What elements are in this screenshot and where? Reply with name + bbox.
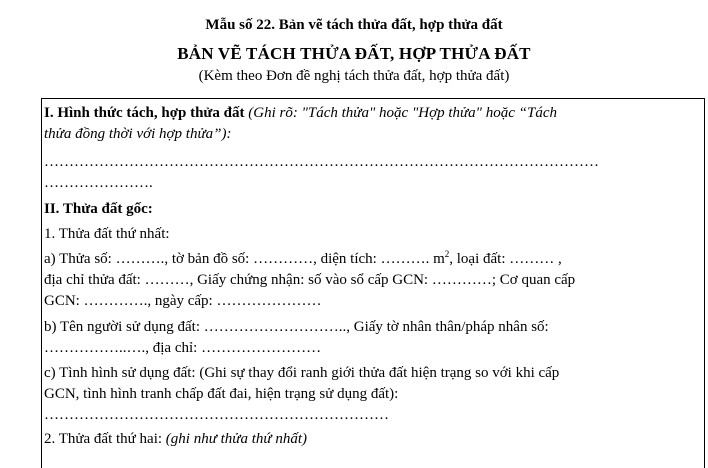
parcel1-b-line2: ……………..…., địa chỉ: …………………… xyxy=(44,340,322,356)
parcel2-line xyxy=(44,430,307,448)
section1-note: (Ghi rõ: "Tách thửa" hoặc "Hợp thửa" hoặc “Tách xyxy=(244,105,557,121)
section2-heading: II. Thửa đất gốc: xyxy=(44,201,153,217)
unit-superscript: 2 xyxy=(444,249,450,259)
parcel2-note: (ghi như thửa thứ nhất) xyxy=(165,431,308,447)
parcel1-a-line2: địa chỉ thửa đất: ………, Giấy chứng nhận: số vào sổ cấp GCN: …………; Cơ quan cấp xyxy=(44,272,576,288)
document-subtitle: (Kèm theo Đơn đề nghị tách thửa đất, hợp thửa đất) xyxy=(198,68,510,84)
section1-line1 xyxy=(44,104,557,122)
parcel2-heading: 2. Thửa đất thứ hai: xyxy=(44,431,166,447)
parcel1-b-line1: b) Tên người sử dụng đất: ……………………….., Giấy tờ nhân thân/pháp nhân số: xyxy=(44,319,549,335)
section1-dots-line1[interactable]: ………………………………………………………………………………………………… xyxy=(44,154,599,170)
section1-note-line2: thửa đồng thời với hợp thửa”): xyxy=(44,126,232,142)
form-number: Mẫu số 22. Bản vẽ tách thửa đất, hợp thửa đất xyxy=(205,17,503,33)
parcel1-a-line3: GCN: …………., ngày cấp: ………………… xyxy=(44,293,322,309)
parcel1-c-line2: GCN, tình hình tranh chấp đất đai, hiện trạng sử dụng đất): xyxy=(44,386,399,402)
section1-heading: I. Hình thức tách, hợp thửa đất xyxy=(44,105,245,121)
parcel1-a-text: a) Thửa số: ………., tờ bản đồ số: …………, diện tích: ………. m xyxy=(44,251,445,267)
parcel1-a-line1 xyxy=(44,250,562,268)
section1-dots-line2[interactable]: …………………. xyxy=(44,175,153,191)
parcel1-c-line1: c) Tình hình sử dụng đất: (Ghi sự thay đổi ranh giới thửa đất hiện trạng so với khi cấp xyxy=(44,365,560,381)
parcel1-a-text-end: , loại đất: ……… , xyxy=(449,251,562,267)
document-title: BẢN VẼ TÁCH THỬA ĐẤT, HỢP THỬA ĐẤT xyxy=(177,44,531,63)
parcel1-c-line3[interactable]: …………………………………………………………… xyxy=(44,407,389,423)
parcel1-heading: 1. Thửa đất thứ nhất: xyxy=(44,226,170,242)
